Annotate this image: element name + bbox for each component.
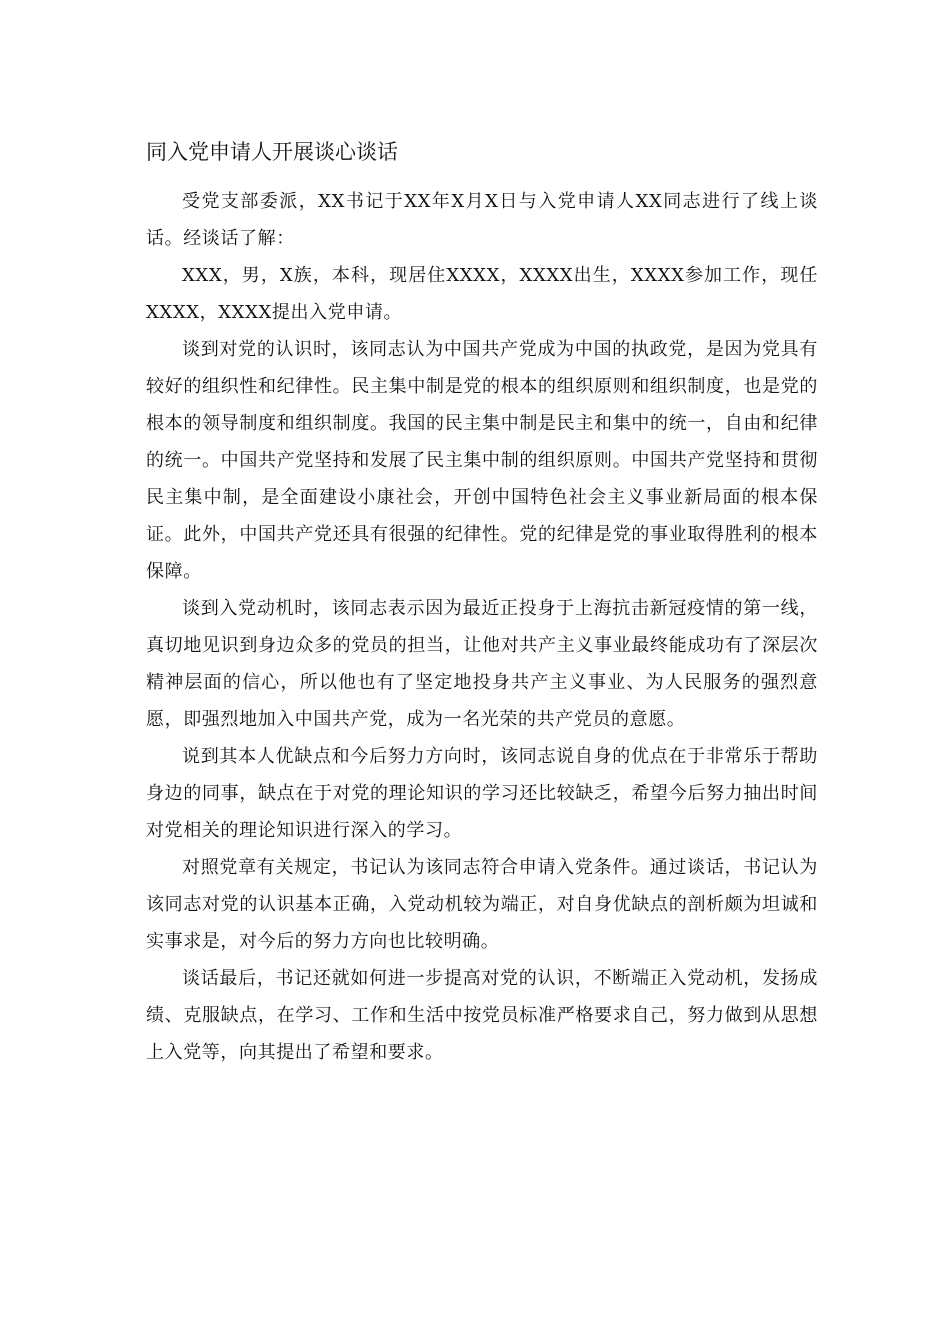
paragraph-closing: 谈话最后，书记还就如何进一步提高对党的认识，不断端正入党动机，发扬成绩、克服缺点，在学习、工作和生活中按党员标准严格要求自己，努力做到从思想上入党等，向其提出了希望和要求。 — [146, 968, 818, 1063]
paragraph-motivation: 谈到入党动机时，该同志表示因为最近正投身于上海抗击新冠疫情的第一线，真切地见识到身边众多的党员的担当，让他对共产主义事业最终能成功有了深层次精神层面的信心，所以他也有了坚定地投身共产主义事业、为人民服务的强烈意愿，即强烈地加入中国共产党，成为一名光荣的共产党员的意愿。 — [146, 598, 818, 730]
paragraph-party-understanding: 谈到对党的认识时，该同志认为中国共产党成为中国的执政党，是因为党具有较好的组织性和纪律性。民主集中制是党的根本的组织原则和组织制度，也是党的根本的领导制度和组织制度。我国的民主集中制是民主和集中的统一，自由和纪律的统一。中国共产党坚持和发展了民主集中制的组织原则。中国共产党坚持和贯彻民主集中制，是全面建设小康社会，开创中国特色社会主义事业新局面的根本保证。此外，中国共产党还具有很强的纪律性。党的纪律是党的事业取得胜利的根本保障。 — [146, 339, 818, 582]
paragraph-assignment: 受党支部委派，XX书记于XX年X月X日与入党申请人XX同志进行了线上谈话。经谈话了解： — [146, 191, 818, 249]
paragraph-assessment: 对照党章有关规定，书记认为该同志符合申请入党条件。通过谈话，书记认为该同志对党的认识基本正确，入党动机较为端正，对自身优缺点的剖析颇为坦诚和实事求是，对今后的努力方向也比较明确。 — [146, 857, 818, 952]
document-title: 同入党申请人开展谈心谈话 — [146, 140, 398, 164]
paragraph-strengths-weaknesses: 说到其本人优缺点和今后努力方向时，该同志说自身的优点在于非常乐于帮助身边的同事，缺点在于对党的理论知识的学习还比较缺乏，希望今后努力抽出时间对党相关的理论知识进行深入的学习。 — [146, 746, 818, 841]
paragraph-personal-info: XXX，男，X族，本科，现居住XXXX，XXXX出生，XXXX参加工作，现任XXXX，XXXX提出入党申请。 — [146, 265, 818, 323]
document-body — [146, 183, 818, 1071]
